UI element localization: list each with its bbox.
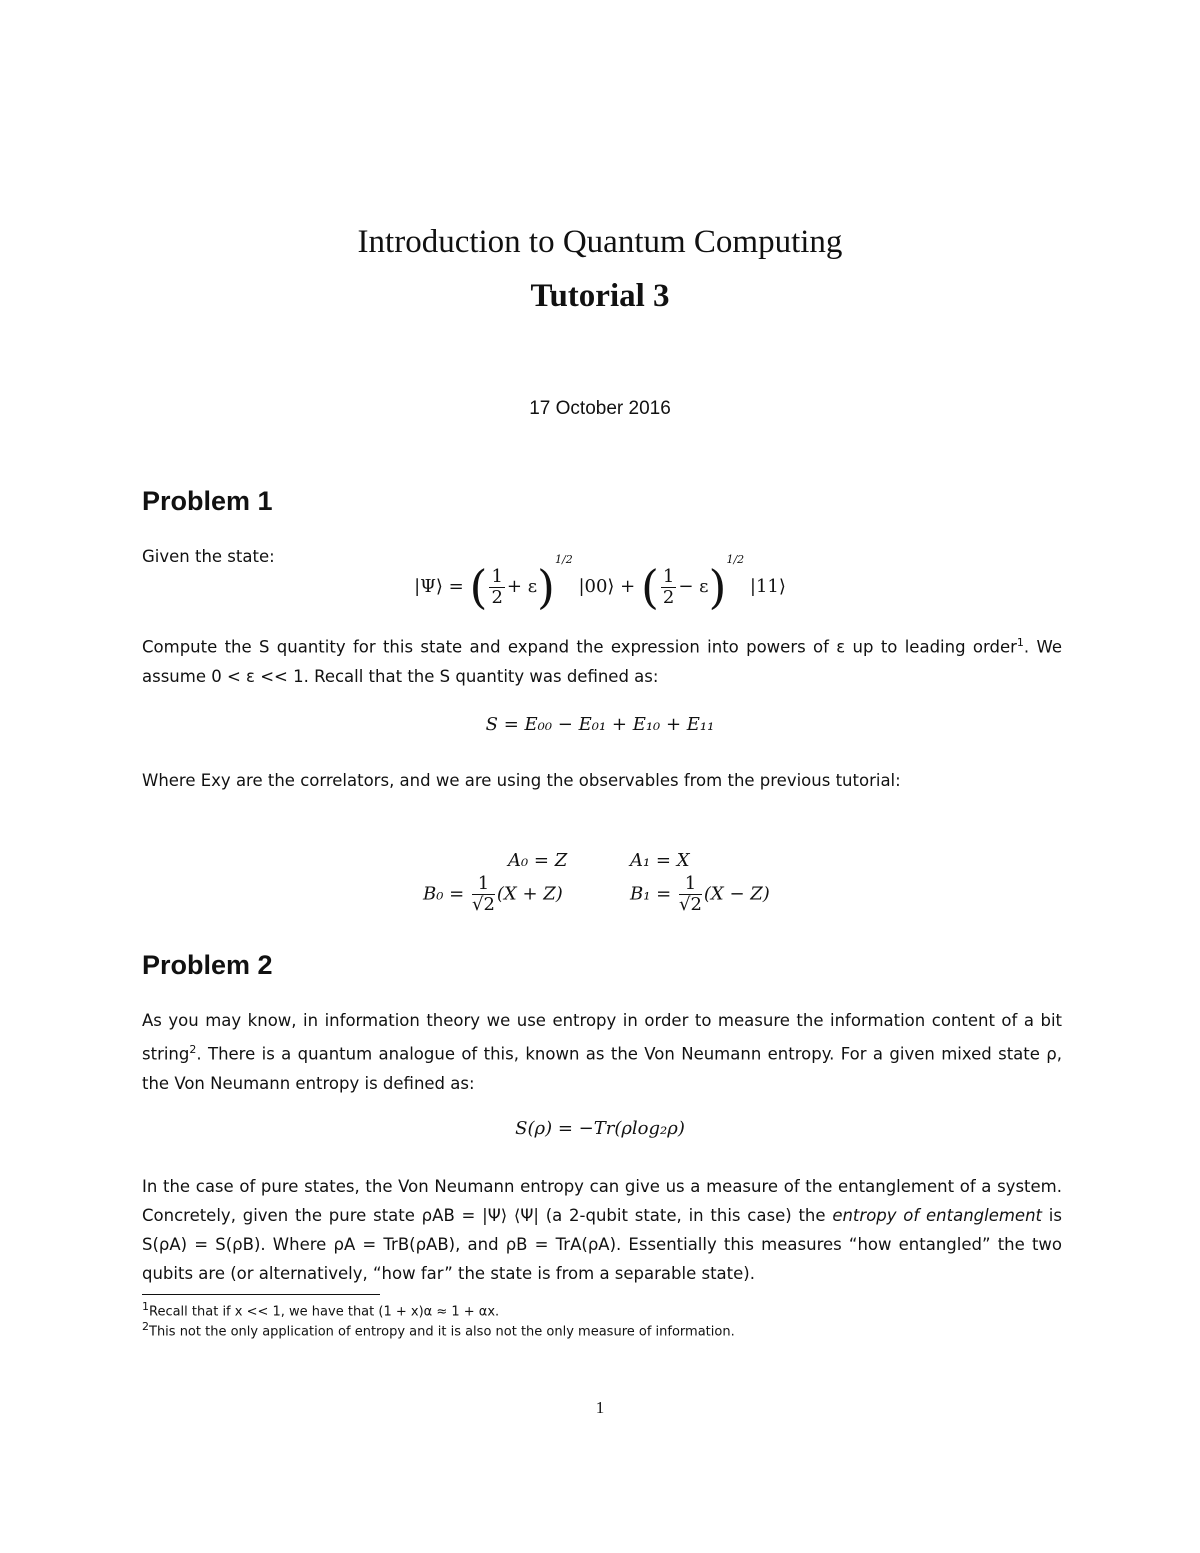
close-paren-2: ): [708, 560, 727, 614]
s-quantity-equation: S = E₀₀ − E₀₁ + E₁₀ + E₁₁: [485, 714, 715, 735]
footnote-1: $^1$Recall that if x << 1, we have that (1 + x)α ≈ 1 + αx.: [142, 1300, 500, 1320]
document-date: 17 October 2016: [529, 398, 671, 419]
footnote-2: $^2$This not the only application of entropy and it is also not the only measure of information.: [142, 1320, 735, 1340]
state-lhs: |Ψ⟩ =: [414, 576, 464, 597]
problem-1-paragraph-1: Compute the S quantity for this state and expand the expression into powers of ε up to leading order$^1$. We assume 0 < ε << 1. Recall that the S quantity was defined as:: [142, 636, 1062, 686]
minus-epsilon: − ε: [678, 576, 709, 597]
document-title: Introduction to Quantum Computing: [357, 224, 843, 260]
observable-b1: B₁ = $\frac{1}{√2}$ (X − Z): [630, 873, 770, 915]
document-subtitle: Tutorial 3: [530, 278, 670, 314]
problem-1-intro: Given the state:: [142, 547, 275, 566]
entropy-of-entanglement-term: entropy of entanglement: [832, 1206, 1043, 1225]
von-neumann-equation: S(ρ) = −Tr(ρlog₂ρ): [515, 1118, 685, 1139]
problem-2-heading: Problem 2: [142, 950, 273, 980]
exponent-2: 1/2: [726, 553, 745, 566]
close-paren-1: ): [537, 560, 555, 614]
footnote-ref-2: 2: [189, 1043, 197, 1056]
problem-1-paragraph-2: Where Exy are the correlators, and we are using the observables from the previous tutorial:: [142, 771, 901, 790]
problem-2-paragraph-2: In the case of pure states, the Von Neumann entropy can give us a measure of the entanglement of a system. Concretely, given the pure state ρAB = |Ψ⟩ ⟨Ψ| (a 2-qubit state, in this case) the entropy of entanglement is S(ρA) = S(ρB). Where ρA = TrB(ρAB), and ρB = TrA(ρA). Essentially this measures “how entangled” the two qubits are (or alternatively, “how far” the state is from a separable state).: [142, 1177, 1062, 1283]
observable-a1: A₁ = X: [630, 850, 690, 871]
half-fraction-2: $\frac{1}{2}$: [662, 565, 675, 608]
observable-b0: B₀ = $\frac{1}{√2}$ (X + Z): [423, 873, 563, 915]
open-paren-1: (: [469, 560, 488, 614]
problem-1-heading: Problem 1: [142, 486, 273, 516]
plus-epsilon: + ε: [506, 576, 538, 597]
problem-2-paragraph-1: As you may know, in information theory we use entropy in order to measure the information content of a bit string$^2$. There is a quantum analogue of this, known as the Von Neumann entropy. For a given mixed state ρ, the Von Neumann entropy is defined as:: [142, 1011, 1062, 1093]
page-number: 1: [595, 1398, 605, 1417]
half-fraction-1: $\frac{1}{2}$: [491, 565, 503, 608]
ket-00: |00⟩ +: [578, 576, 636, 597]
ket-11: |11⟩: [749, 576, 786, 597]
exponent-1: 1/2: [555, 553, 573, 566]
footnote-rule: [142, 1294, 380, 1295]
open-paren-2: (: [640, 560, 659, 614]
footnote-ref-1: 1: [1016, 636, 1024, 649]
observable-a0: A₀ = Z: [508, 850, 568, 871]
